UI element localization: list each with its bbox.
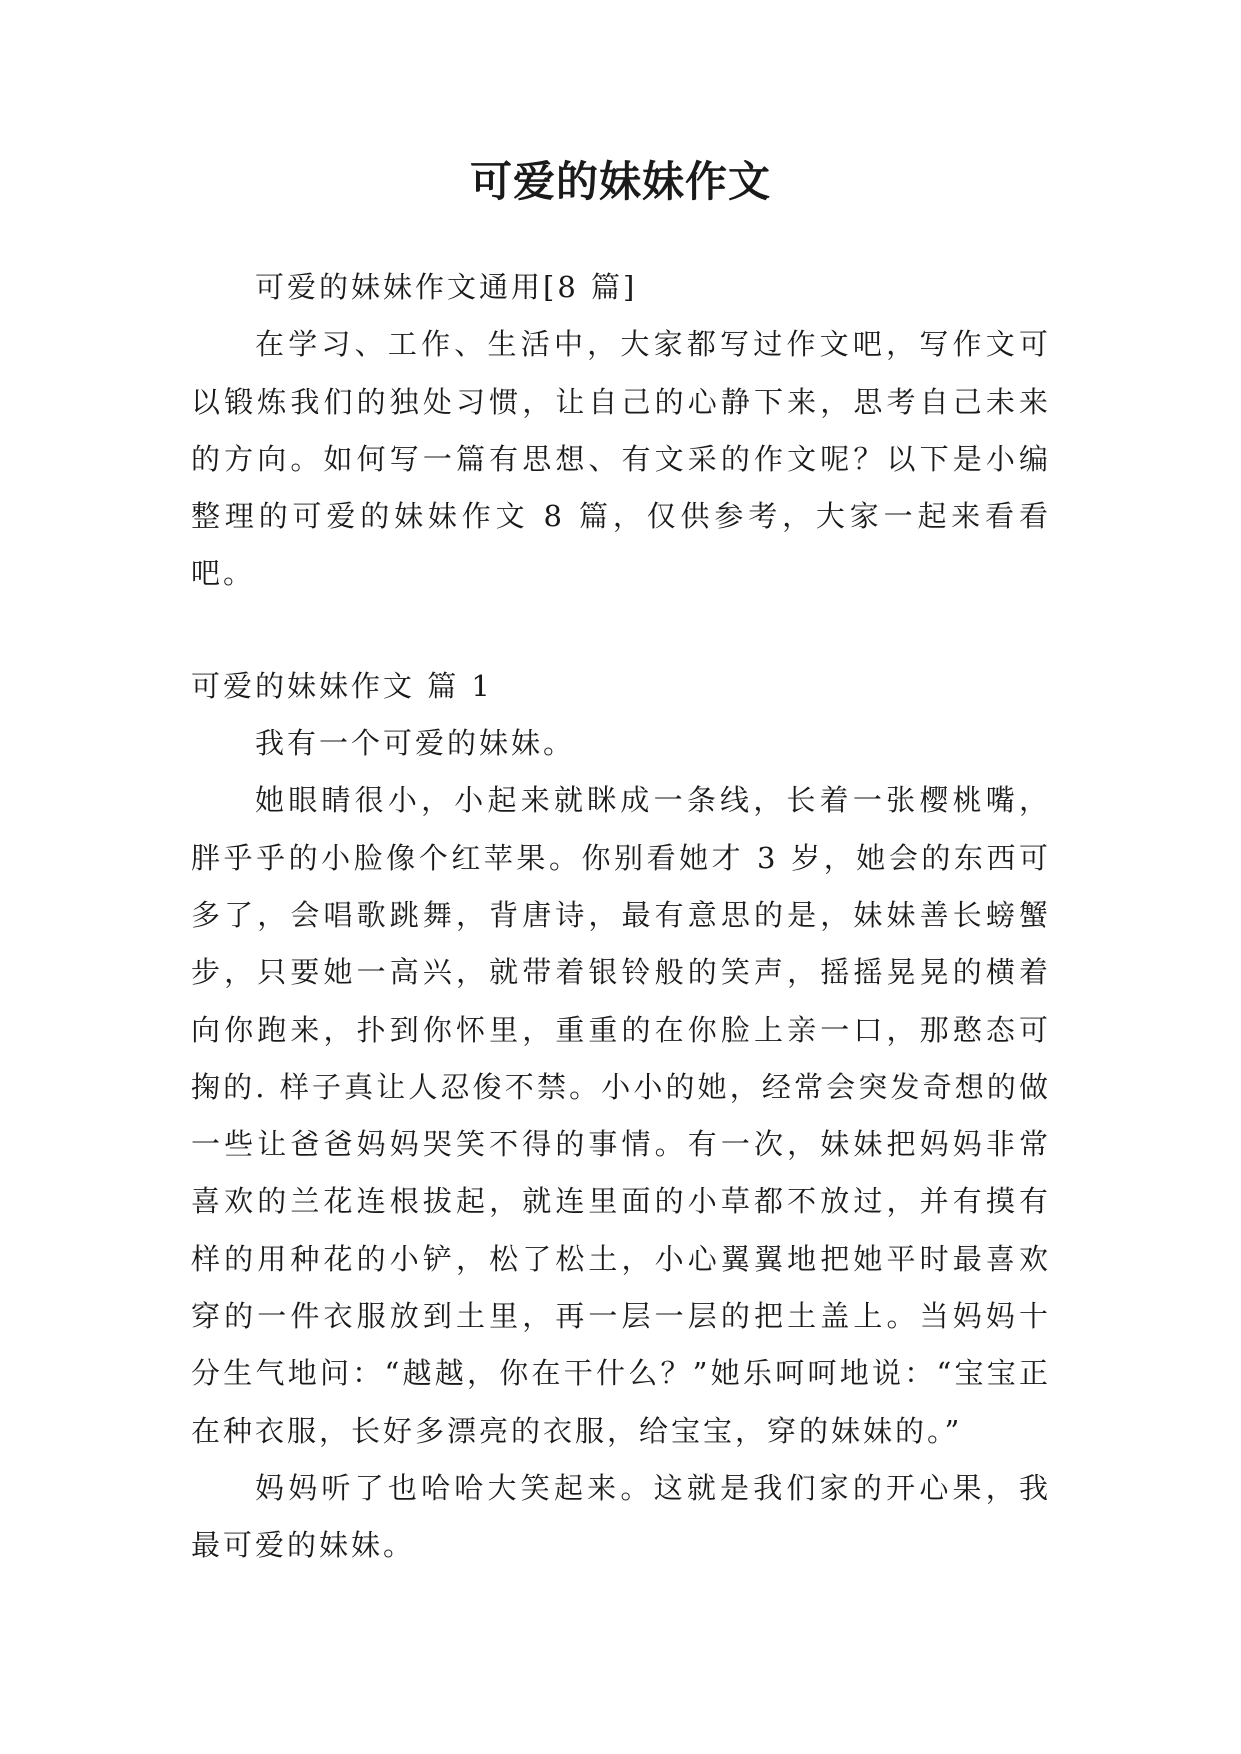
section-paragraph-3: 妈妈听了也哈哈大笑起来。这就是我们家的开心果，我最可爱的妹妹。 [191,1470,1051,1563]
document-title: 可爱的妹妹作文 [469,157,771,206]
document-body [191,259,1051,1575]
intro-paragraph: 在学习、工作、生活中，大家都写过作文吧，写作文可以锻炼我们的独处习惯，让自己的心静下来，思考自己未来的方向。如何写一篇有思想、有文采的作文呢？以下是小编整理的可爱的妹妹作文 8 篇，仅供参考，大家一起来看看吧。 [191,327,1051,591]
section-heading: 可爱的妹妹作文 篇 1 [191,668,493,703]
document-subtitle: 可爱的妹妹作文通用[8 篇] [255,270,638,304]
section-paragraph-1: 我有一个可爱的妹妹。 [255,726,576,761]
section-paragraph-2: 她眼睛很小，小起来就眯成一条线，长着一张樱桃嘴，胖乎乎的小脸像个红苹果。你别看她才 3 岁，她会的东西可多了，会唱歌跳舞，背唐诗，最有意思的是，妹妹善长螃蟹步，只要她一高兴，就带着银铃般的笑声，摇摇晃晃的横着向你跑来，扑到你怀里，重重的在你脸上亲一口，那憨态可掬的. 样子真让人忍俊不禁。小小的她，经常会突发奇想的做一些让爸爸妈妈哭笑不得的事情。有一次，妹妹把妈妈非常喜欢的兰花连根拔起，就连里面的小草都不放过，并有摸有样的用种花的小铲，松了松土，小心翼翼地把她平时最喜欢穿的一件衣服放到土里，再一层一层的把土盖上。当妈妈十分生气地问：“越越，你在干什么？”她乐呵呵地说：“宝宝正在种衣服，长好多漂亮的衣服，给宝宝，穿的妹妹的。” [191,783,1051,1448]
